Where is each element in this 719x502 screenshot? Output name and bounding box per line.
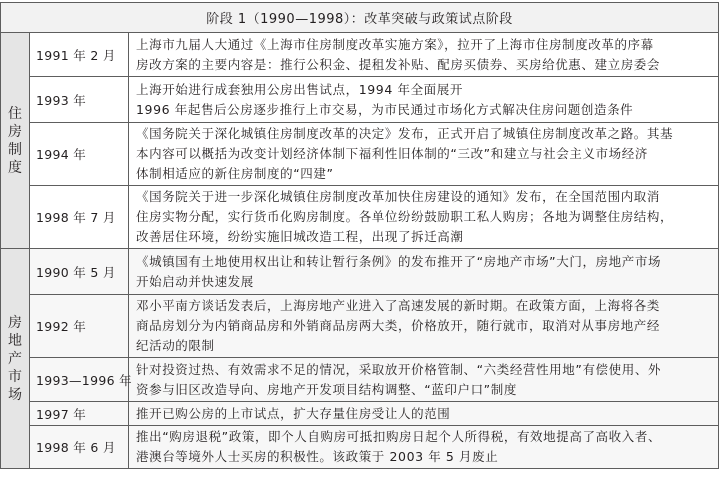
content-line: 开始启动并快速发展 [136,273,254,289]
policy-table [0,2,719,469]
table-row [1,426,719,469]
table-row [1,295,719,358]
category-char: 度 [8,159,22,176]
content-line: 体制相适应的新住房制度的“四建” [136,166,334,181]
content-line: 上海开始进行成套独用公房出售试点，1994 年全面展开 [136,81,463,97]
content-line: 港澳台等境外人士买房的积极性。该政策于 2003 年 5 月废止 [136,449,499,464]
content-line: 房改方案的主要内容是：推行公积金、提租发补贴、配房买债券、买房给优惠、建立房委会 [136,56,661,72]
content-line: 推开已购公房的上市试点，扩大存量住房受让人的范围 [136,405,451,421]
year-cell: 1992 年 [30,295,129,358]
year-cell: 1990 年 5 月 [30,249,129,295]
content-line: 《国务院关于进一步深化城镇住房制度改革加快住房建设的通知》发布，在全国范围内取消 [136,189,661,204]
content-line: 邓小平南方谈话发表后，上海房地产业进入了高速发展的新时期。在政策方面，上海将各类 [136,298,661,313]
content-line: 住房实物分配，实行货币化购房制度。各单位纷纷鼓励职工私人购房；各地为调整住房结构， [136,209,674,224]
content-cell [129,77,719,123]
year-cell: 1998 年 6 月 [30,426,129,469]
content-cell [129,295,719,358]
content-cell [129,33,719,77]
content-line: 《城镇国有土地使用权出让和转让暂行条例》的发布推开了“房地产市场”大门，房地产市场 [136,253,662,269]
content-cell [129,402,719,426]
category-char: 产 [8,350,22,367]
year-cell: 1998 年 7 月 [30,186,129,249]
table-row [1,186,719,249]
content-cell [129,123,719,186]
content-line: 1996 年起售后公房逐步推行上市交易，为市民通过市场化方式解决住房问题创造条件 [136,101,634,117]
content-line: 针对投资过热、有效需求不足的情况，采取放开价格管制、“六类经营性用地”有偿使用、外 [136,361,662,377]
category-char: 住 [8,105,22,122]
content-cell [129,426,719,469]
content-line: 本内容可以概括为改变计划经济体制下福利性旧体制的“三改”和建立与社会主义市场经济 [136,146,648,161]
category-char: 房 [8,314,22,331]
category-cell [1,33,30,249]
table-row [1,77,719,123]
content-line: 《国务院关于深化城镇住房制度改革的决定》发布，正式开启了城镇住房制度改革之路。其基 [136,126,674,141]
table-row [1,249,719,295]
content-cell [129,358,719,402]
category-char: 地 [8,332,22,349]
content-line: 推出“购房退税”政策，即个人自购房可抵扣购房日起个人所得税，有效地提高了高收入者、 [136,429,662,444]
content-line: 纪活动的限制 [136,338,215,353]
table-row [1,123,719,186]
year-cell: 1993 年 [30,77,129,123]
content-cell [129,249,719,295]
year-cell: 1991 年 2 月 [30,33,129,77]
content-line: 改善居住环境，纷纷实施旧城改造工程，出现了拆迁高潮 [136,229,464,244]
content-line: 上海市九届人大通过《上海市住房制度改革实施方案》，拉开了上海市住房制度改革的序幕 [136,36,654,52]
table-row [1,402,719,426]
table-row [1,33,719,77]
year-cell: 1993—1996 年 [30,358,129,402]
content-line: 商品房划分为内销商品房和外销商品房两大类，价格放开，随行就市，取消对从事房地产经 [136,318,661,333]
year-cell: 1994 年 [30,123,129,186]
table-row [1,358,719,402]
year-cell: 1997 年 [30,402,129,426]
content-cell [129,186,719,249]
category-cell [1,249,30,469]
category-char: 房 [8,123,22,140]
category-char: 场 [8,386,22,403]
category-char: 制 [8,141,22,158]
content-line: 资参与旧区改造导向、房地产开发项目结构调整、“蓝印户口”制度 [136,381,517,397]
table-header: 阶段 1（1990—1998）：改革突破与政策试点阶段 [1,3,719,33]
category-char: 市 [8,368,22,385]
